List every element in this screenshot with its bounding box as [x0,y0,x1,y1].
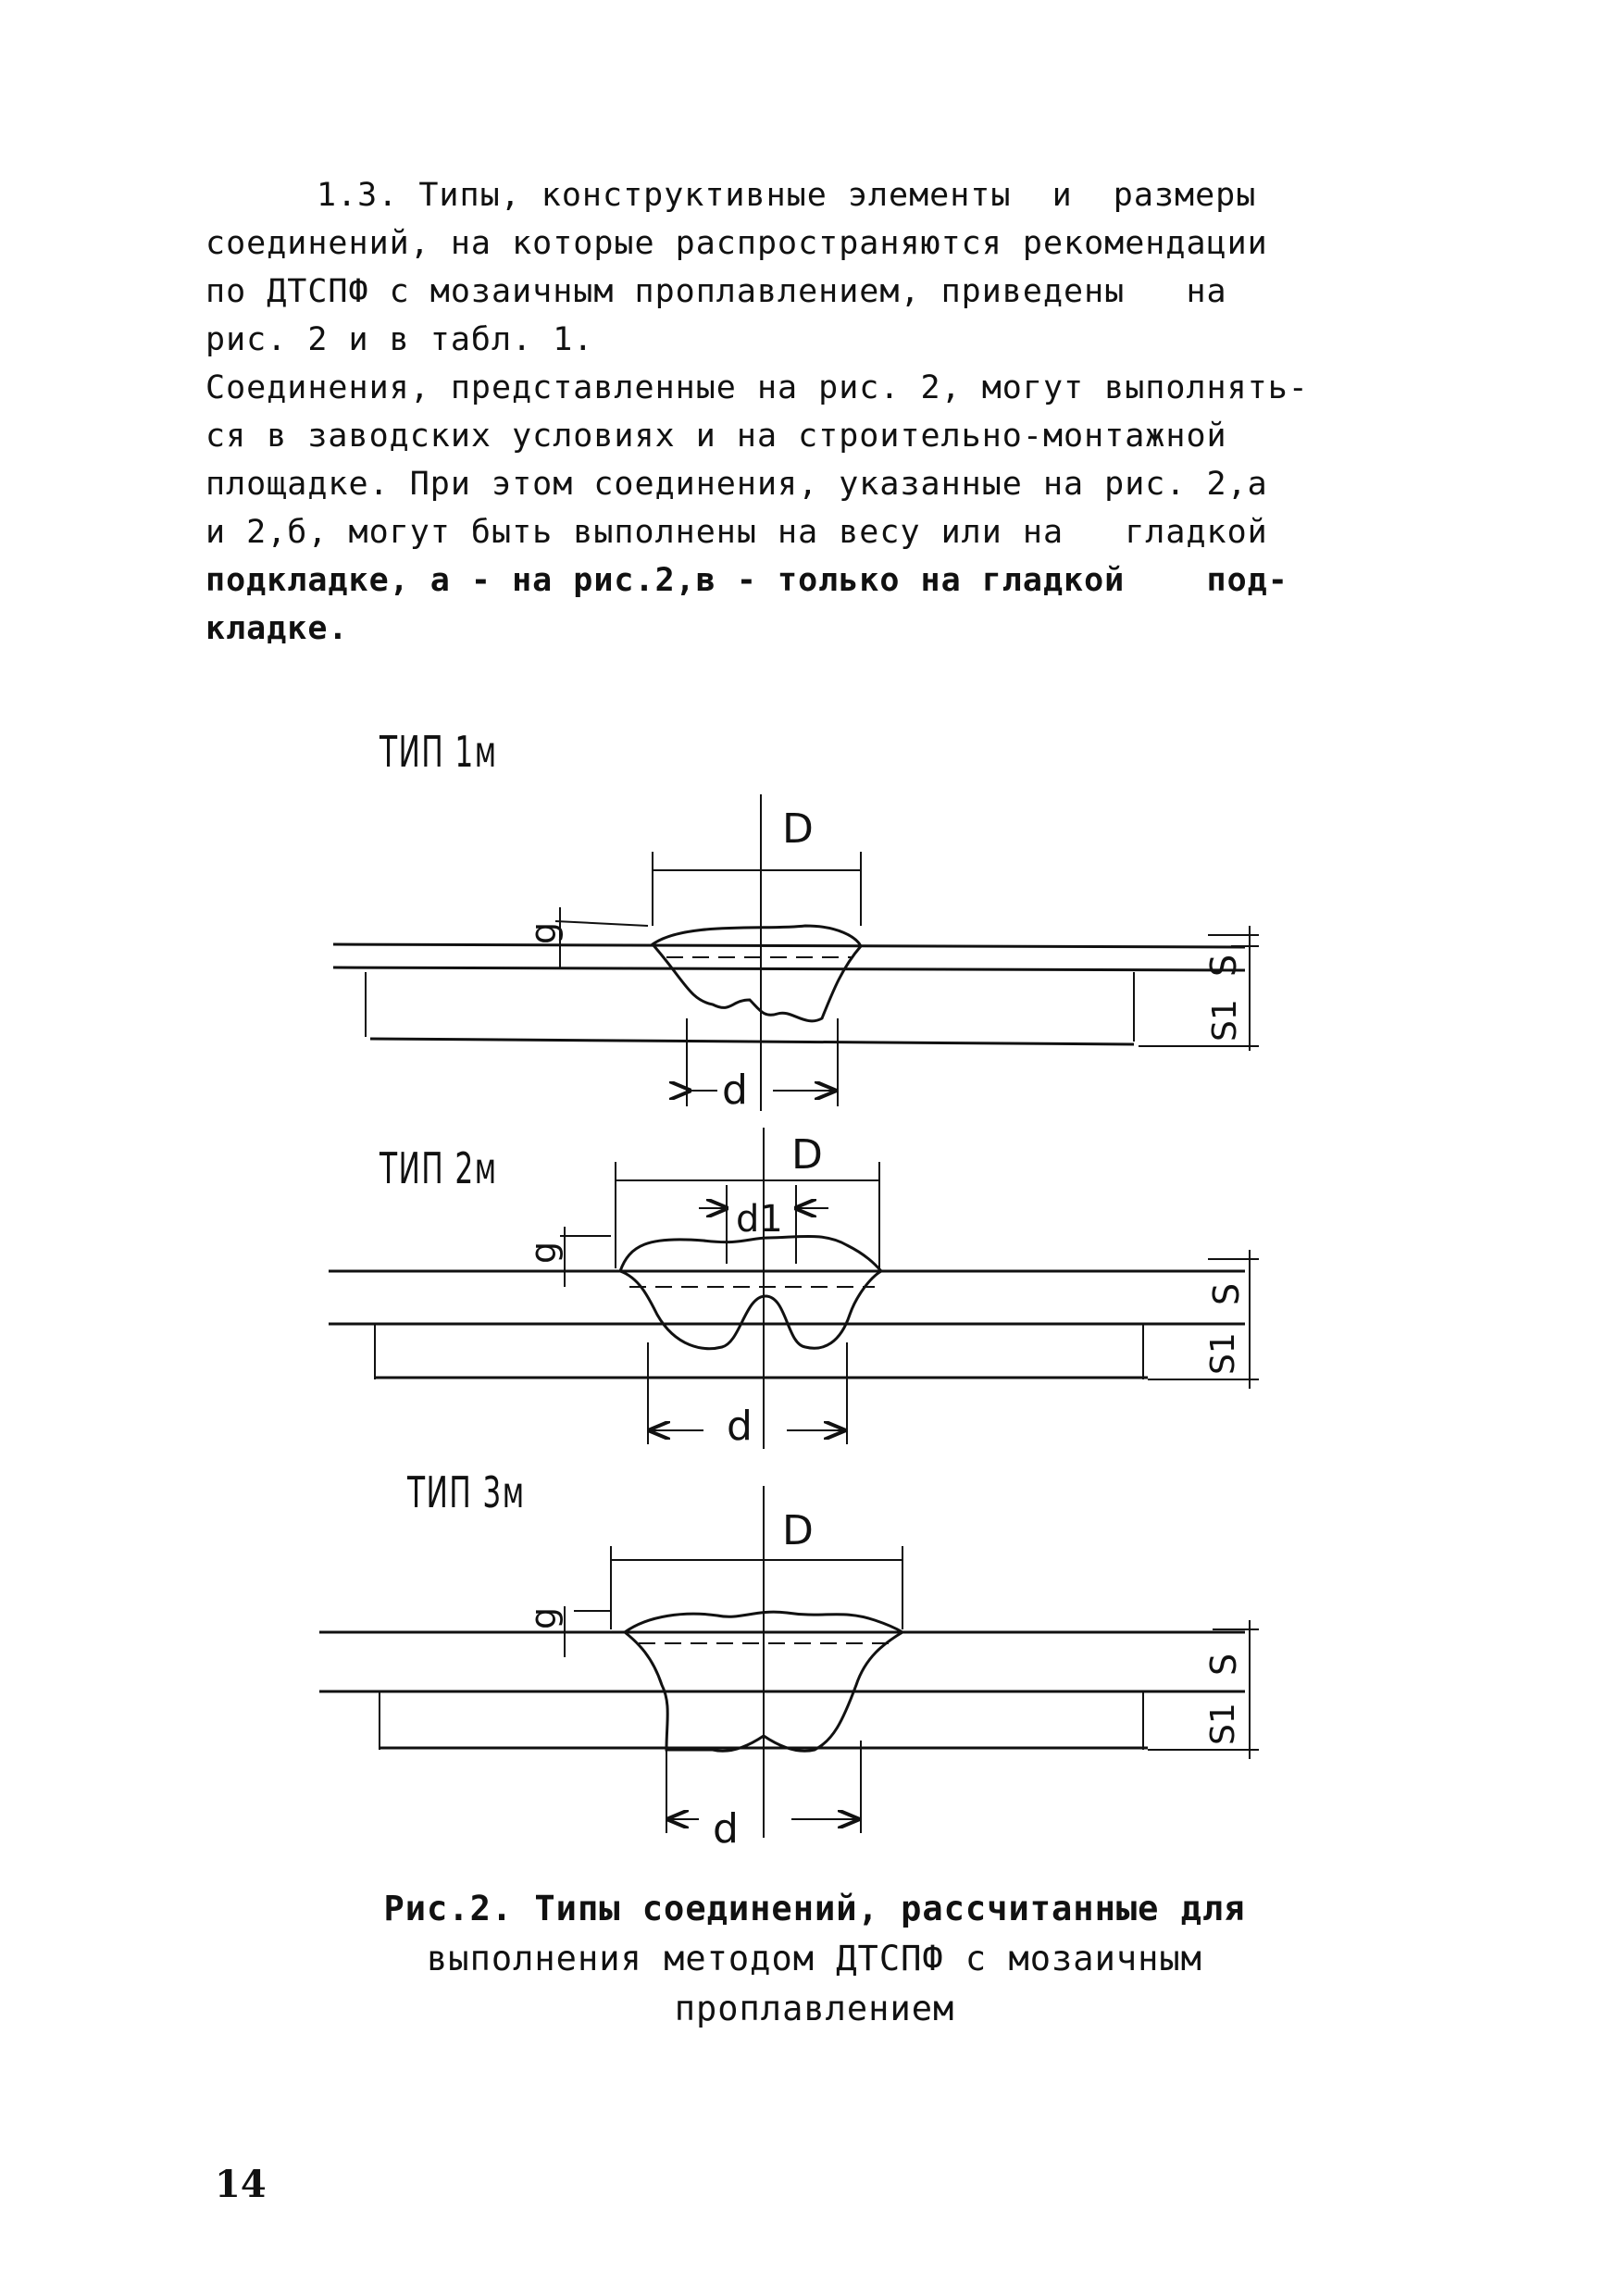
dim-D-label: D [791,1131,823,1179]
caption-line: выполнения методом ДТСПФ с мозаичным [427,1939,1202,1978]
page-number: 14 [215,2163,267,2206]
dim-g-label: g [523,1241,564,1264]
paragraph-line: по ДТСПФ с мозаичным проплавлением, приведены на [205,273,1227,310]
dim-d1-label: d1 [736,1198,783,1241]
dim-S1-label: S1 [1206,999,1244,1042]
paragraph-line: 1.3. Типы, конструктивные элементы и размеры [317,177,1257,214]
paragraph-line: подкладке, а - на рис.2,в - только на гладкой под- [205,562,1288,599]
dim-D-label: D [782,1507,814,1554]
plate-bottom-line [370,1039,1134,1044]
paragraph-line: и 2,б, могут быть выполнены на весу или на гладкой [205,514,1268,551]
dim-d-label: d [722,1067,748,1114]
paragraph-line: рис. 2 и в табл. 1. [205,321,594,358]
dim-S1-label: S1 [1204,1332,1242,1375]
type-2-label: ТИП 2м [380,1143,498,1193]
figure-caption [278,1884,1351,2034]
dim-S-label: S [1206,1282,1247,1305]
type-3-label: ТИП 3м [407,1467,526,1517]
dim-d-label: d [727,1403,753,1450]
weld-nugget [653,926,861,1021]
type-1-label: ТИП 1м [380,727,498,777]
paragraph-line: площадке. При этом соединения, указанные на рис. 2,а [205,466,1268,503]
dim-S-label: S [1203,954,1244,977]
weld-nugget [620,1236,881,1348]
caption-line: проплавлением [674,1989,955,2028]
dim-S-label: S [1203,1653,1244,1676]
plate-top-line [333,944,1245,947]
dim-D-label: D [782,805,814,853]
paragraph-line: соединений, на которые распространяются рекомендации [205,225,1268,262]
paragraph-line: ся в заводских условиях и на строительно-монтажной [205,418,1227,455]
paragraph-line: Соединения, представленные на рис. 2, могут выполнять- [205,369,1309,406]
dim-d-label: d [713,1805,739,1853]
caption-line: Рис.2. Типы соединений, рассчитанные для [383,1889,1246,1928]
dim-g-label: g [523,921,564,944]
paragraph-line: кладке. [205,610,349,647]
plate-mid-line [333,967,1245,970]
dim-g-label: g [523,1606,564,1629]
dim-S1-label: S1 [1204,1703,1242,1745]
